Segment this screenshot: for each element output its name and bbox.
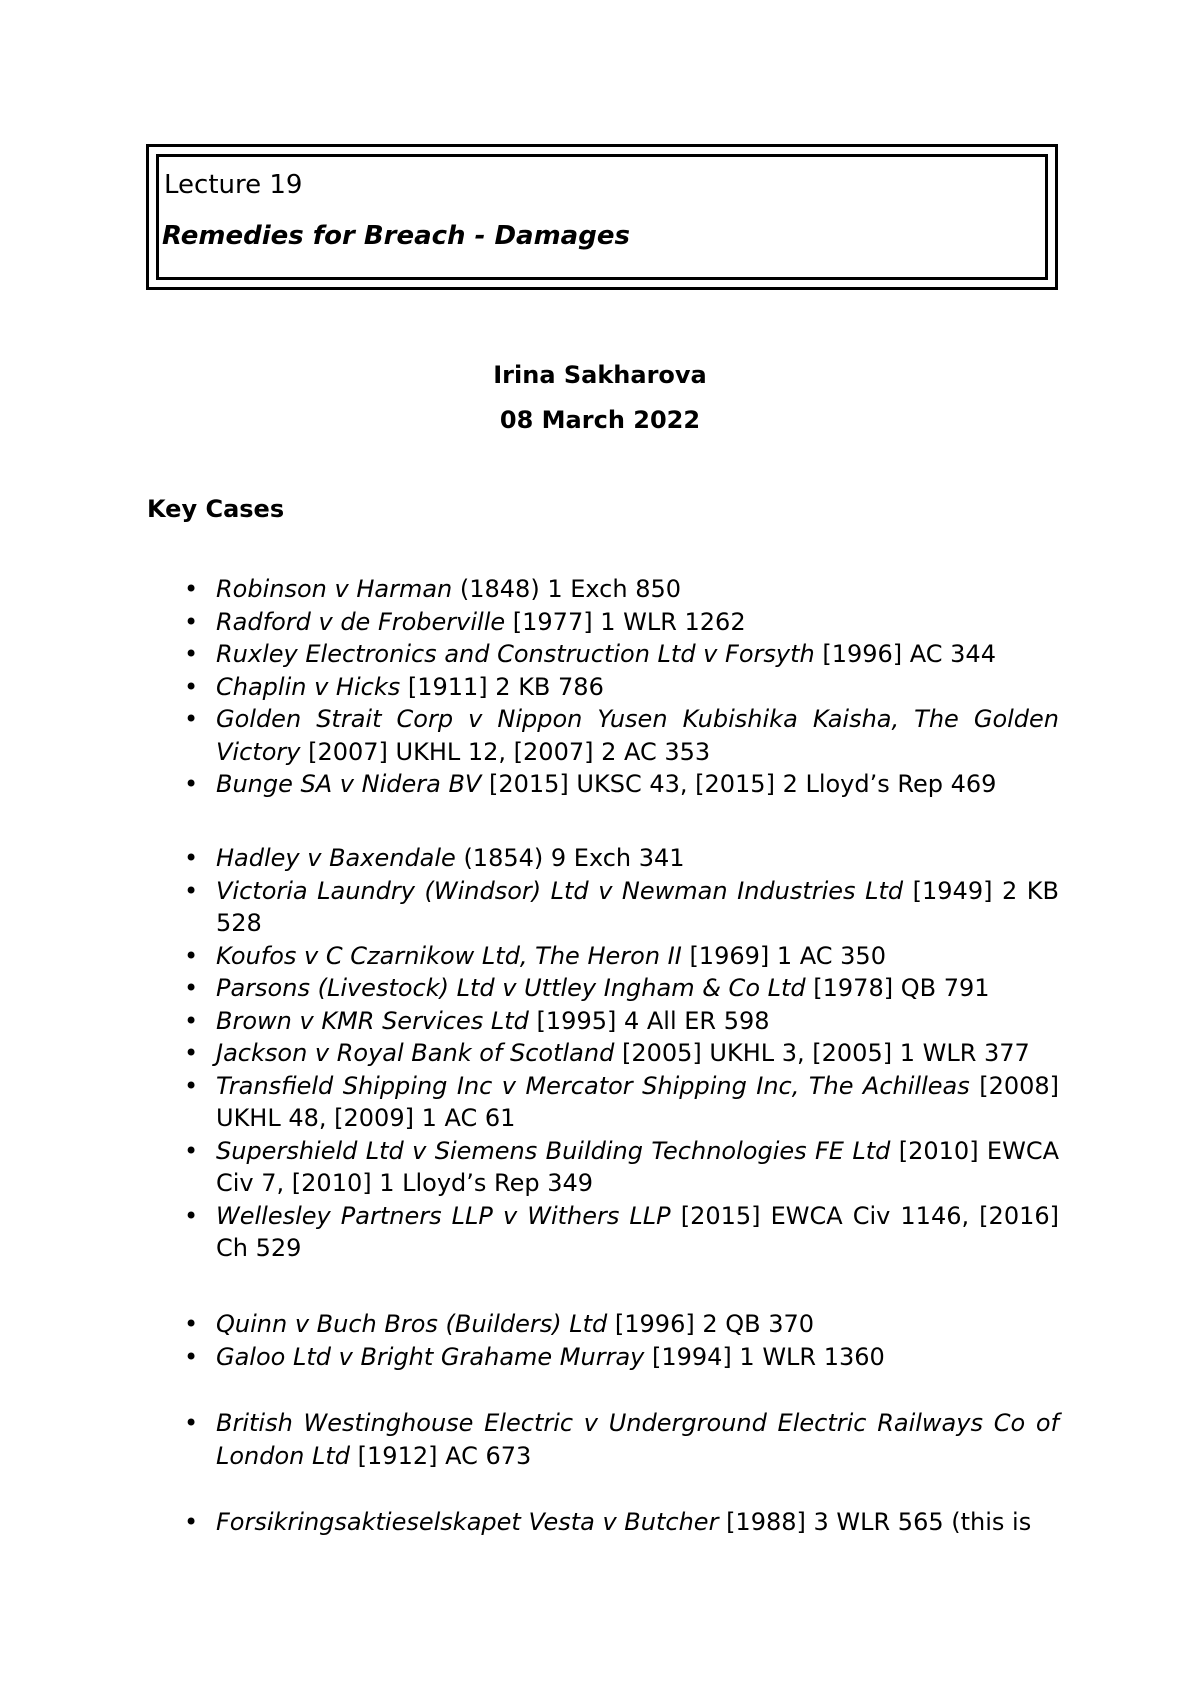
bullet-icon: • (184, 640, 199, 668)
case-citation: [1949] 2 KB 528 (216, 876, 1060, 937)
bullet-icon: • (184, 844, 199, 872)
case-list-item (0, 768, 1200, 801)
bullet-icon: • (184, 575, 199, 603)
case-citation: [1969] 1 AC 350 (681, 941, 886, 970)
case-list-item (0, 972, 1200, 1005)
case-list-item (0, 703, 1200, 768)
case-list-item (0, 940, 1200, 973)
case-name: Quinn v Buch Bros (Builders) Ltd (216, 1310, 608, 1338)
bullet-icon: • (184, 876, 199, 905)
case-name: Brown v KMR Services Ltd (216, 1006, 529, 1035)
case-citation: [2007] UKHL 12, [2007] 2 AC 353 (300, 737, 711, 766)
case-citation: [1977] 1 WLR 1262 (505, 607, 746, 636)
case-name: Victoria Laundry (Windsor) Ltd v Newman Industries Ltd (216, 876, 904, 905)
case-citation: [1912] AC 673 (350, 1441, 532, 1470)
case-citation: [2005] UKHL 3, [2005] 1 WLR 377 (614, 1039, 1030, 1067)
case-group (0, 1506, 1200, 1539)
case-citation: [2008] UKHL 48, [2009] 1 AC 61 (216, 1071, 1060, 1132)
case-list-item (0, 1341, 1200, 1374)
case-citation: [2010] EWCA Civ 7, [2010] 1 Lloyd’s Rep 349 (216, 1136, 1060, 1197)
case-group (0, 1407, 1200, 1472)
case-list-item (0, 606, 1200, 639)
bullet-icon: • (184, 974, 199, 1002)
lecture-number: Lecture 19 (164, 170, 303, 200)
case-name: Hadley v Baxendale (216, 844, 456, 872)
case-group (0, 573, 1200, 801)
case-name: Wellesley Partners LLP v Withers LLP (216, 1201, 671, 1230)
case-citation: [2015] UKSC 43, [2015] 2 Lloyd’s Rep 469 (481, 770, 997, 798)
case-name: Robinson v Harman (216, 575, 453, 603)
case-citation: [2015] EWCA Civ 1146, [2016] Ch 529 (216, 1201, 1059, 1262)
bullet-icon: • (184, 1039, 199, 1067)
case-list-item (0, 638, 1200, 671)
bullet-icon: • (184, 1136, 199, 1165)
case-list-item (0, 1037, 1200, 1070)
bullet-icon: • (184, 1342, 199, 1371)
lecture-date: 08 March 2022 (499, 406, 701, 434)
case-list-item (0, 1070, 1200, 1135)
author-name: Irina Sakharova (493, 361, 707, 389)
case-name: Ruxley Electronics and Construction Ltd v Forsyth (216, 640, 815, 668)
case-list-item (0, 842, 1200, 875)
case-citation: [1978] QB 791 (805, 974, 990, 1002)
bullet-icon: • (184, 1071, 199, 1100)
case-name: Supershield Ltd v Siemens Building Technologies FE Ltd (216, 1136, 891, 1165)
case-group (0, 842, 1200, 1265)
case-list-item (0, 1308, 1200, 1341)
lecture-subtitle: Remedies for Breach - Damages (162, 221, 630, 251)
case-name: Bunge SA v Nidera BV (216, 770, 482, 798)
case-citation: [1996] AC 344 (814, 640, 996, 668)
case-name: Koufos v C Czarnikow Ltd, The Heron II (216, 941, 682, 970)
case-name: Transfield Shipping Inc v Mercator Shipping Inc, The Achilleas (216, 1071, 970, 1100)
title-box (146, 144, 1058, 290)
case-citation: [1994] 1 WLR 1360 (644, 1342, 885, 1371)
bullet-icon: • (184, 1409, 199, 1437)
key-cases-heading: Key Cases (147, 495, 285, 523)
bullet-icon: • (184, 607, 199, 636)
case-citation: (1848) 1 Exch 850 (452, 575, 681, 603)
bullet-icon: • (184, 1310, 199, 1338)
case-group (0, 1308, 1200, 1373)
bullet-icon: • (184, 1201, 199, 1230)
case-list-item (0, 1005, 1200, 1038)
case-name: Jackson v Royal Bank of Scotland (216, 1039, 615, 1067)
case-name: Galoo Ltd v Bright Grahame Murray (216, 1342, 645, 1371)
case-name: British Westinghouse Electric v Underground Electric Railways Co of London Ltd (216, 1409, 1059, 1470)
bullet-icon: • (184, 770, 199, 798)
case-list-item (0, 573, 1200, 606)
case-citation: (1854) 9 Exch 341 (455, 844, 685, 872)
case-list-item (0, 875, 1200, 940)
case-name: Radford v de Froberville (216, 607, 506, 636)
bullet-icon: • (184, 941, 199, 970)
bullet-icon: • (184, 1006, 199, 1035)
case-citation: [1996] 2 QB 370 (607, 1310, 815, 1338)
case-list-item (0, 671, 1200, 704)
case-name: Chaplin v Hicks (216, 672, 401, 701)
case-name: Parsons (Livestock) Ltd v Uttley Ingham & Co Ltd (216, 974, 806, 1002)
bullet-icon: • (184, 1508, 199, 1536)
case-citation: [1911] 2 KB 786 (400, 672, 604, 701)
case-list-item (0, 1200, 1200, 1265)
case-citation: [1988] 3 WLR 565 (this is (718, 1508, 1032, 1536)
case-name: Forsikringsaktieselskapet Vesta v Butcher (216, 1508, 719, 1536)
bullet-icon: • (184, 672, 199, 701)
case-list-item (0, 1506, 1200, 1539)
case-citation: [1995] 4 All ER 598 (528, 1006, 770, 1035)
case-list-item (0, 1135, 1200, 1200)
bullet-icon: • (184, 705, 199, 733)
case-name: Golden Strait Corp v Nippon Yusen Kubishika Kaisha, The Golden Victory (216, 705, 1059, 766)
case-list-item (0, 1407, 1200, 1472)
